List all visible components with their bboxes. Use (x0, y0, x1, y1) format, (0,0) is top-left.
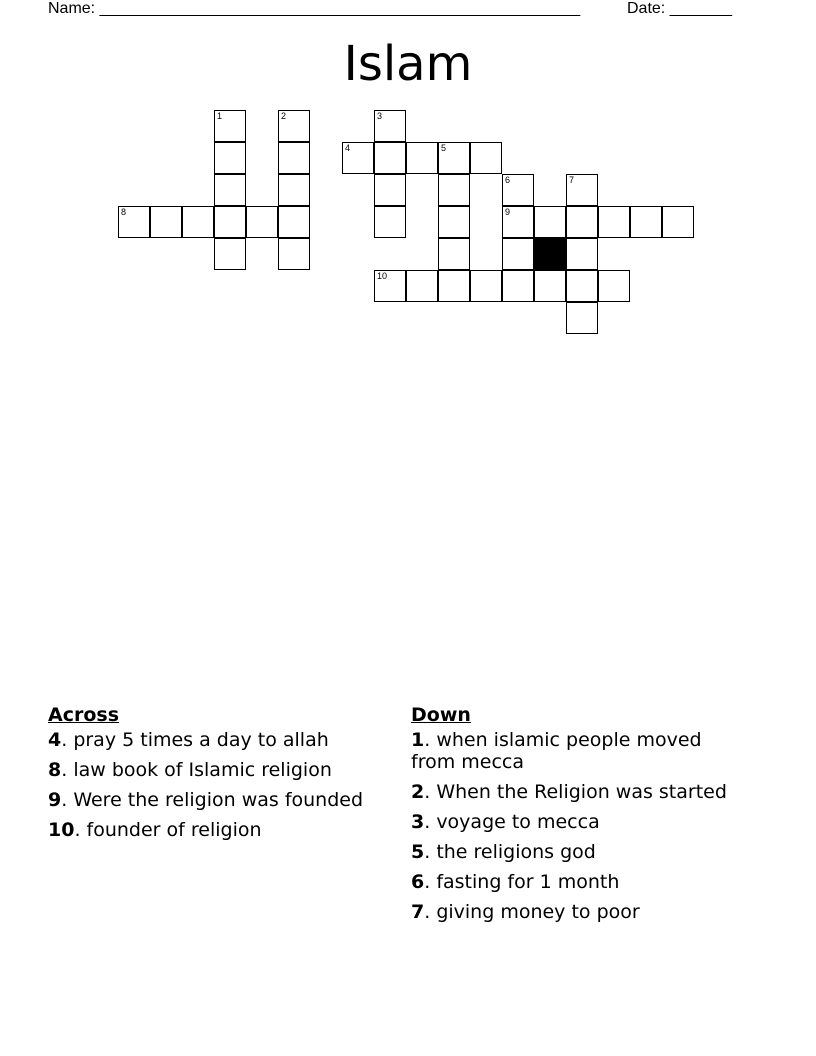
clue-number: 1 (217, 111, 223, 121)
clue-item-number: 4 (48, 729, 62, 751)
clue-item-number: 5 (411, 841, 425, 863)
clue-item-number: 9 (48, 789, 62, 811)
down-clues (411, 703, 751, 931)
clue-number: 7 (569, 175, 575, 185)
clue-number: 5 (441, 143, 447, 153)
clue-number: 8 (121, 207, 127, 217)
crossword-cell[interactable] (470, 270, 502, 302)
clue-number: 2 (281, 111, 287, 121)
black-cell (534, 238, 566, 270)
crossword-cell[interactable] (438, 270, 470, 302)
clue-item-number: 3 (411, 811, 425, 833)
crossword-cell[interactable] (406, 270, 438, 302)
crossword-cell[interactable] (182, 206, 214, 238)
crossword-cell[interactable] (566, 174, 598, 206)
crossword-cell[interactable] (214, 142, 246, 174)
crossword-cell[interactable] (438, 206, 470, 238)
clue-item (48, 729, 388, 751)
crossword-cell[interactable] (502, 270, 534, 302)
clue-item (48, 759, 388, 781)
crossword-cell[interactable] (566, 206, 598, 238)
crossword-cell[interactable] (470, 142, 502, 174)
crossword-cell[interactable] (246, 206, 278, 238)
down-heading: Down (411, 704, 471, 726)
crossword-cell[interactable] (566, 270, 598, 302)
crossword-cell[interactable] (662, 206, 694, 238)
clue-item-text: . When the Religion was started (424, 781, 727, 803)
crossword-cell[interactable] (502, 174, 534, 206)
clue-item-number: 1 (411, 729, 425, 751)
name-line: Name: ______________________________________________________ (48, 0, 581, 17)
crossword-cell[interactable] (214, 206, 246, 238)
clue-item-text: . fasting for 1 month (424, 871, 620, 893)
crossword-cell[interactable] (630, 206, 662, 238)
crossword-cell[interactable] (374, 110, 406, 142)
clue-item (411, 901, 751, 923)
crossword-cell[interactable] (214, 174, 246, 206)
crossword-cell[interactable] (438, 174, 470, 206)
crossword-cell[interactable] (278, 142, 310, 174)
clue-item-text: . when islamic people moved from mecca (411, 729, 702, 773)
clue-item-text: . giving money to poor (424, 901, 640, 923)
across-heading: Across (48, 704, 120, 726)
crossword-cell[interactable] (438, 142, 470, 174)
crossword-cell[interactable] (502, 206, 534, 238)
clue-item (48, 819, 388, 841)
clue-item (411, 729, 751, 773)
crossword-cell[interactable] (278, 174, 310, 206)
clue-item-text: . the religions god (424, 841, 596, 863)
crossword-cell[interactable] (278, 110, 310, 142)
clue-item (48, 789, 388, 811)
clue-item-number: 10 (48, 819, 75, 841)
clue-item-number: 6 (411, 871, 425, 893)
crossword-cell[interactable] (278, 238, 310, 270)
clue-item (411, 781, 751, 803)
clue-number: 6 (505, 175, 511, 185)
crossword-cell[interactable] (342, 142, 374, 174)
crossword-cell[interactable] (150, 206, 182, 238)
clue-item-text: . voyage to mecca (424, 811, 600, 833)
page-title: Islam (343, 36, 473, 92)
clue-number: 9 (505, 207, 511, 217)
clue-item (411, 841, 751, 863)
clue-item-text: . Were the religion was founded (61, 789, 364, 811)
date-line: Date: _______ (627, 0, 732, 17)
clue-item-number: 2 (411, 781, 425, 803)
clue-item (411, 871, 751, 893)
crossword-cell[interactable] (374, 142, 406, 174)
crossword-cell[interactable] (566, 238, 598, 270)
crossword-cell[interactable] (374, 174, 406, 206)
clue-item-text: . founder of religion (74, 819, 262, 841)
crossword-cell[interactable] (534, 270, 566, 302)
clue-item-text: . law book of Islamic religion (61, 759, 332, 781)
across-clues (48, 703, 388, 849)
crossword-cell[interactable] (374, 270, 406, 302)
clue-number: 3 (377, 111, 383, 121)
clue-number: 10 (377, 271, 388, 281)
crossword-cell[interactable] (502, 238, 534, 270)
crossword-cell[interactable] (406, 142, 438, 174)
clue-number: 4 (345, 143, 351, 153)
crossword-cell[interactable] (374, 206, 406, 238)
crossword-cell[interactable] (534, 206, 566, 238)
crossword-cell[interactable] (118, 206, 150, 238)
crossword-cell[interactable] (598, 206, 630, 238)
crossword-cell[interactable] (566, 302, 598, 334)
crossword-cell[interactable] (214, 238, 246, 270)
crossword-cell[interactable] (598, 270, 630, 302)
crossword-cell[interactable] (438, 238, 470, 270)
clue-item (411, 811, 751, 833)
crossword-cell[interactable] (278, 206, 310, 238)
clue-item-number: 8 (48, 759, 62, 781)
clue-item-text: . pray 5 times a day to allah (61, 729, 329, 751)
clue-item-number: 7 (411, 901, 425, 923)
crossword-cell[interactable] (214, 110, 246, 142)
